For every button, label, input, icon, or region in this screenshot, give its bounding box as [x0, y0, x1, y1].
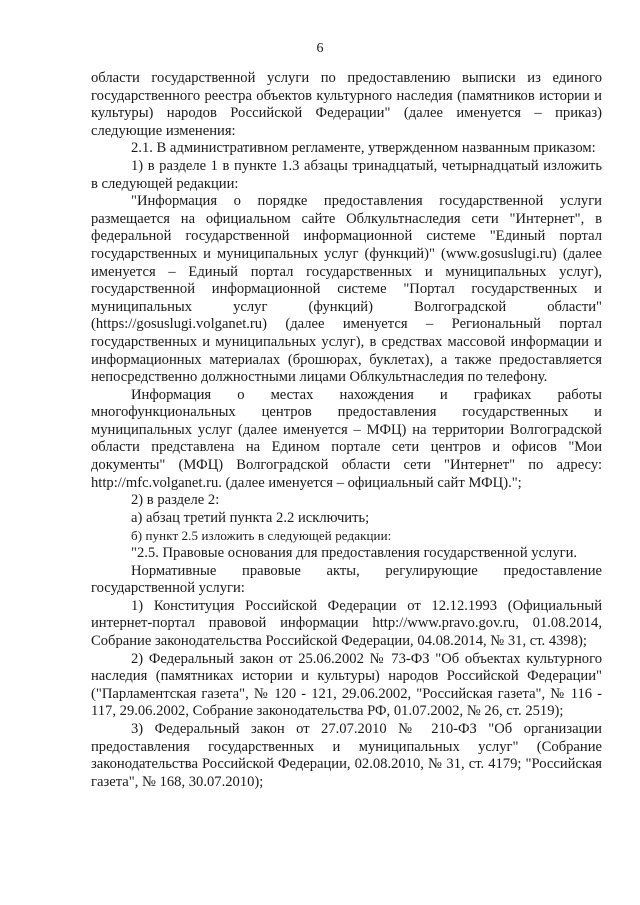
paragraph: б) пункт 2.5 изложить в следующей редакции:	[131, 528, 392, 544]
paragraph: 3) Федеральный закон от 27.07.2010 № 210-ФЗ "Об организации предоставления государственных и муниципальных услуг" (Собрание законодательства Российской Федерации, 02.08.2010, № 31, ст. 4179; "Российская газета", № 168, 30.07.2010);	[91, 720, 602, 790]
paragraph: Информация о местах нахождения и графиках работы многофункциональных центров предоставления государственных и муниципальных услуг (далее именуется – МФЦ) на территории Волгоградской области представлена на Едином портале сети центров и офисов "Мои документы" (МФЦ) Волгоградской области сети "Интернет" по адресу: http://mfc.volganet.ru. (далее именуется – официальный сайт МФЦ).";	[91, 386, 602, 491]
paragraph: области государственной услуги по предоставлению выписки из единого государственного реестра объектов культурного наследия (памятников истории и культуры) народов Российской Федерации" (далее именуется – приказ) следующие изменения:	[91, 70, 602, 139]
paragraph: Нормативные правовые акты, регулирующие предоставление государственной услуги:	[91, 562, 602, 597]
paragraph: 2) Федеральный закон от 25.06.2002 № 73-ФЗ "Об объектах культурного наследия (памятниках истории и культуры) народов Российской Федерации" ("Парламентская газета", № 120 - 121, 29.06.2002, "Российская газета", № 116 - 117, 29.06.2002, Собрание законодательства РФ, 01.07.2002, № 26, ст. 2519);	[91, 650, 602, 720]
paragraph: 2.1. В административном регламенте, утвержденном названным приказом:	[131, 140, 596, 157]
document-body	[91, 70, 602, 791]
paragraph: 2) в разделе 2:	[131, 492, 220, 509]
paragraph: "Информация о порядке предоставления государственной услуги размещается на официальном сайте Облкультнаследия сети "Интернет", в федеральной государственной информационной системе "Единый портал государственных и муниципальных услуг (функций)" (www.gosuslugi.ru) (далее именуется – Единый портал государственных и муниципальных услуг), государственной информационной системе "Портал государственных и муниципальных услуг (функций) Волгоградской области" (https://gosuslugi.volganet.ru) (далее именуется – Региональный портал государственных и муниципальных услуг), в средствах массовой информации и информационных материалах (брошюрах, буклетах), а также предоставляется непосредственно должностными лицами Облкультнаследия по телефону.	[91, 193, 602, 386]
paragraph: а) абзац третий пункта 2.2 исключить;	[131, 509, 370, 526]
paragraph: 1) в разделе 1 в пункте 1.3 абзацы тринадцатый, четырнадцатый изложить в следующей редакции:	[91, 157, 602, 192]
paragraph: "2.5. Правовые основания для предоставления государственной услуги.	[131, 545, 578, 562]
page-number: 6	[316, 41, 324, 56]
paragraph: 1) Конституция Российской Федерации от 12.12.1993 (Официальный интернет-портал правовой информации http://www.pravo.gov.ru, 01.08.2014, Собрание законодательства Российской Федерации, 04.08.2014, № 31, ст. 4398);	[91, 597, 602, 649]
